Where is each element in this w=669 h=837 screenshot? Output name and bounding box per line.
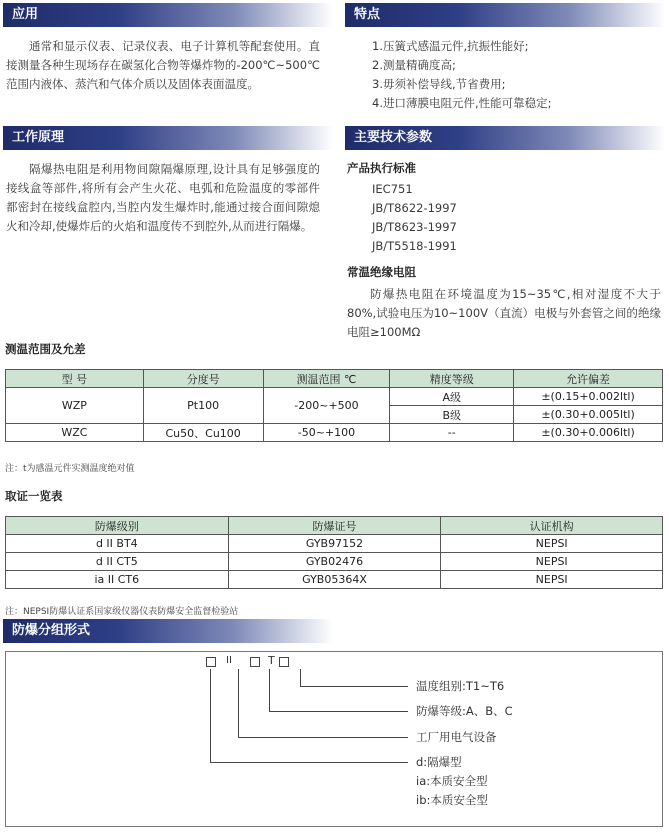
- table-header-row: [6, 517, 663, 535]
- cell-range: -50~+100: [263, 424, 390, 442]
- col-header-level: 防爆级别: [6, 517, 229, 535]
- col-header-index: 分度号: [143, 370, 263, 388]
- col-header-model: 型 号: [6, 370, 144, 388]
- insulation-text: 防爆热电阻在环境温度为15~35℃,相对湿度不大于80%,试验电压为10~100V（直流）电极与外套管之间的绝缘电阻≥100MΩ: [347, 287, 661, 339]
- standard-item: JB/T5518-1991: [372, 239, 457, 253]
- cell-authority: NEPSI: [441, 553, 663, 571]
- cell-grade: --: [390, 424, 514, 442]
- specs-header: 主要技术参数: [345, 126, 665, 150]
- standards-list: [372, 180, 457, 256]
- cell-model: WZC: [6, 424, 144, 442]
- col-header-cert-no: 防爆证号: [228, 517, 441, 535]
- cell-level: ia II CT6: [6, 571, 229, 589]
- cell-cert-no: GYB97152: [228, 535, 441, 553]
- label-ib: ib:本质安全型: [416, 793, 488, 807]
- insulation-title: 常温绝缘电阻: [347, 265, 416, 279]
- code-box-temp: [279, 657, 289, 667]
- range-table: [5, 369, 663, 442]
- leader-line: [238, 669, 239, 737]
- grouping-diagram: [5, 651, 663, 827]
- col-header-grade: 精度等级: [390, 370, 514, 388]
- col-header-tolerance: 允许偏差: [514, 370, 663, 388]
- label-ia: ia:本质安全型: [416, 774, 488, 788]
- table-row: [6, 424, 663, 442]
- leader-line: [300, 669, 301, 686]
- cell-model: WZP: [6, 388, 144, 424]
- cell-range: -200~+500: [263, 388, 390, 424]
- code-mid: II: [226, 655, 232, 666]
- cert-table-title: 取证一览表: [5, 489, 63, 503]
- cert-table: [5, 516, 663, 589]
- principle-header: 工作原理: [3, 126, 333, 150]
- range-table-title: 测温范围及允差: [5, 342, 86, 356]
- cell-index: Pt100: [143, 388, 263, 424]
- feature-item: 1.压簧式感温元件,抗振性能好;: [372, 39, 529, 53]
- cell-authority: NEPSI: [441, 535, 663, 553]
- cell-cert-no: GYB05364X: [228, 571, 441, 589]
- col-header-authority: 认证机构: [441, 517, 663, 535]
- label-factory-equipment: 工厂用电气设备: [416, 730, 497, 744]
- leader-line: [269, 711, 408, 712]
- cell-tolerance: ±(0.30+0.005ltl): [514, 406, 663, 424]
- leader-line: [238, 737, 408, 738]
- code-box-type: [206, 657, 216, 667]
- label-flameproof: d:隔爆型: [416, 755, 462, 769]
- standard-item: JB/T8622-1997: [372, 201, 457, 215]
- cert-table-note: 注：NEPSI防爆认证系国家级仪器仪表防爆安全监督检验站: [5, 607, 239, 617]
- table-row: [6, 571, 663, 589]
- cell-authority: NEPSI: [441, 571, 663, 589]
- cell-tolerance: ±(0.30+0.006ltl): [514, 424, 663, 442]
- cell-tolerance: ±(0.15+0.002ltl): [514, 388, 663, 406]
- cell-level: d II CT5: [6, 553, 229, 571]
- feature-item: 3.毋须补偿导线,节省费用;: [372, 77, 506, 91]
- code-box-grade: [250, 657, 260, 667]
- features-list: [372, 37, 662, 113]
- cell-index: Cu50、Cu100: [143, 424, 263, 442]
- label-temp-group: 温度组别:T1~T6: [416, 679, 505, 693]
- leader-line: [300, 686, 408, 687]
- cell-grade: A级: [390, 388, 514, 406]
- standard-item: JB/T8623-1997: [372, 220, 457, 234]
- leader-line: [210, 762, 408, 763]
- standards-title: 产品执行标准: [347, 161, 416, 175]
- features-header: 特点: [345, 3, 665, 27]
- table-row: [6, 553, 663, 571]
- feature-item: 2.测量精确度高;: [372, 58, 456, 72]
- range-table-note: 注：t为感温元件实测温度绝对值: [5, 464, 135, 474]
- cell-grade: B级: [390, 406, 514, 424]
- table-row: [6, 535, 663, 553]
- grouping-header: 防爆分组形式: [3, 619, 333, 643]
- leader-line: [269, 669, 270, 711]
- col-header-range: 测温范围 ℃: [263, 370, 390, 388]
- table-header-row: [6, 370, 663, 388]
- application-header: 应用: [3, 3, 333, 27]
- label-explosion-grade: 防爆等级:A、B、C: [416, 704, 513, 718]
- standard-item: IEC751: [372, 182, 413, 196]
- code-t: T: [268, 654, 275, 667]
- leader-line: [210, 669, 211, 762]
- cell-level: d II BT4: [6, 535, 229, 553]
- feature-item: 4.进口薄膜电阻元件,性能可靠稳定;: [372, 96, 552, 110]
- application-text: 通常和显示仪表、记录仪表、电子计算机等配套使用。直接测量各种生现场存在碳氢化合物等爆炸物的-200℃~500℃范围内液体、蒸汽和气体介质以及固体表面温度。: [6, 39, 320, 91]
- cell-cert-no: GYB02476: [228, 553, 441, 571]
- principle-text: 隔爆热电阻是利用物间隙隔爆原理,设计具有足够强度的接线盒等部件,将所有会产生火花、电弧和危险温度的零部件都密封在接线盒腔内,当腔内发生爆炸时,能通过接合面间隙熄火和冷却,使爆炸后的火焰和温度传不到腔外,从而进行隔爆。: [6, 162, 320, 233]
- table-row: [6, 388, 663, 406]
